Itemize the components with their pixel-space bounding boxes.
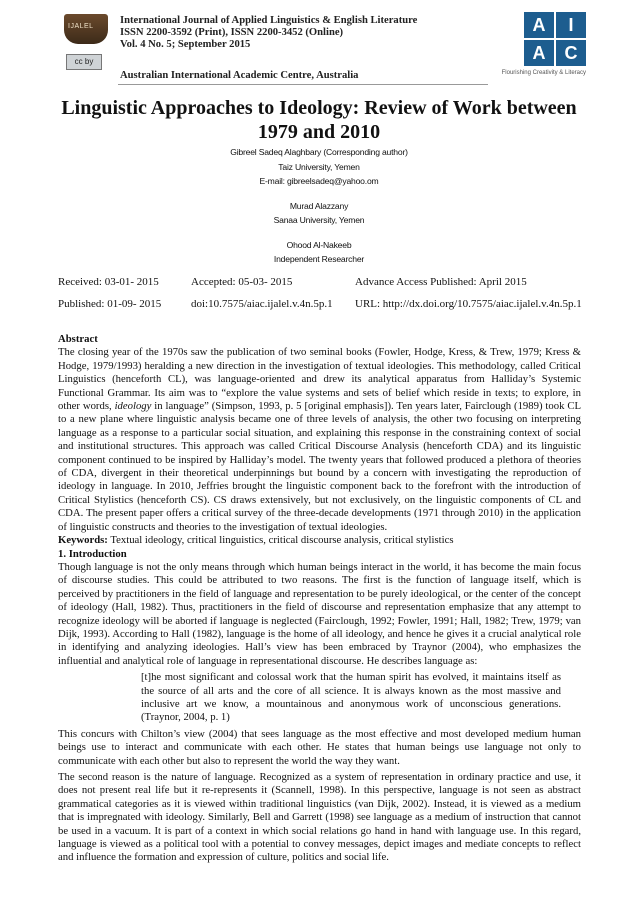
paper-title: Linguistic Approaches to Ideology: Review of Work between 1979 and 2010 [61, 97, 577, 143]
intro-paragraph: The second reason is the nature of language. Recognized as a system of representation in ordinary practice and use, it does not present real life but it re-represents it (Scannell, 1998). In this perspective, language is not seen as abstract grammatical categories as it is viewed within traditional linguistics (van Dijk, 2002). Instead, it is viewed as a medium that is impregnated with ideology. Similarly, Bell and Garrett (1998) see language as a medium of instruction that cannot be used in a vacuum. It is part of a context in which social relations go hand in hand with language use. In this regard, language is viewed as a political tool with a potential to convey messages, depict images and mediate concepts to reflect and influence the formation and expression of culture, politics and social life. [58, 771, 581, 864]
creative-commons-icon[interactable]: cc by [66, 54, 102, 70]
author-email[interactable]: E-mail: gibreelsadeq@yahoo.om [259, 176, 379, 186]
author-affiliation: Independent Researcher [273, 254, 365, 264]
author-name: Ohood Al-Nakeeb [286, 239, 352, 250]
journal-logo-text: IJALEL [68, 23, 94, 30]
keywords-text: Textual ideology, critical linguistics, critical discourse analysis, critical stylistics [107, 534, 454, 547]
accepted-date: Accepted: 05-03- 2015 [191, 276, 293, 288]
advance-access-date: Advance Access Published: April 2015 [355, 276, 527, 288]
received-date: Received: 03-01- 2015 [58, 276, 159, 288]
abstract-text-part: The closing year of the 1970s saw the publication of two seminal books (Fowler, Hodge, Kress, & Trew, 1979; Kress & Hodge, 1979/1993) heralding a new direction in the investigation of textual ideologies. This methodology, called Critical Linguistics (henceforth CL), was language-oriented and drew its analytical apparatus from Halliday’s Systemic Functional Grammar. Its aim was to “explore the value systems and sets of belief which reside in texts; to explore, in other words, [58, 346, 581, 413]
block-quote: [t]he most significant and colossal work that the human spirit has evolved, it maintains itself as the source of all arts and the core of all science. It is always known as the most massive and inclusive art we know, a mountainous and anonymous work of unconscious generations. (Traynor, 2004, p. 1) [141, 671, 561, 724]
paper-body [58, 333, 581, 868]
abstract-heading: Abstract [58, 333, 98, 345]
aiac-letter: A [524, 12, 554, 38]
journal-issn: ISSN 2200-3592 (Print), ISSN 2200-3452 (Online) [120, 27, 344, 38]
journal-header [58, 12, 586, 80]
dates-row [58, 276, 588, 298]
header-divider [118, 84, 488, 85]
abstract-text-part: in language” (Simpson, 1993, p. 5 [original emphasis]). Ten years later, Fairclough (1989) took CL to a new plane where linguistic analysis became one of three levels of analysis, the other two focusing on interpreting language as a response to a particular social situation, and explaining this response in the constraining context of social and institutional structures. This approach was called Critical Discourse Analysis (henceforth CDA) and its linguistic component continued to be inspired by Halliday’s model. The twenty years that followed produced a plethora of theories of CDA, divergent in their theoretical underpinnings but bound by a concern with investigating the reproduction of ideology in language. In 2010, Jeffries brought the linguistic component back to the forefront with the introduction of Critical Stylistics (henceforth CS). CS draws extensively, but not exclusively, on the linguistic components of CL and CDA. The present paper offers a critical survey of the three-decade developments (1971 through 2010) in the application of linguistic constructs and theories to the investigation of textual ideologies. [58, 400, 581, 533]
abstract-text [58, 346, 581, 534]
aiac-letter: A [524, 40, 554, 66]
keywords-label: Keywords: [58, 534, 108, 547]
dates-row [58, 298, 588, 320]
aiac-letter: C [556, 40, 586, 66]
author-affiliation: Sanaa University, Yemen [273, 215, 365, 225]
author-affiliation: Taiz University, Yemen [278, 161, 360, 172]
intro-paragraph: Though language is not the only means through which human beings interact in the world, it has become the main focus of discourse studies. This could be attributed to two reasons. The first is the function of language itself, which is perceived by practitioners in the field of language and representation to be purely ideological, or the center of the concept of ideology (Hall, 1982). Thus, practitioners in the field of discourse and representation emphasize that any attempt to recognize ideology will be aborted if language is neglected (Fairclough, 1992; Fowler, 1991; Hall, 1982; Trew, 1979; van Dijk, 1993). According to Hall (1982), language is the home of all ideology, and hence he gives it a crucial analytical role in identifying and analyzing ideologies. Hall’s view has been embraced by Traynor (2004), who emphasizes the influential and analytical role of language in representational discourse. He describes language as: [58, 560, 581, 667]
author-name: Gibreel Sadeq Alaghbary (Corresponding author) [230, 147, 408, 157]
section-heading-introduction: 1. Introduction [58, 547, 127, 560]
url-link[interactable]: URL: http://dx.doi.org/10.7575/aiac.ijalel.v.4n.5p.1 [355, 298, 582, 310]
abstract-italic-term: ideology [114, 400, 152, 413]
intro-paragraph: This concurs with Chilton’s view (2004) that sees language as the most effective and most developed medium human beings use to interact and communicate with each other. He states that human beings use language not only to communicate with each other but also to represent the world the way they want. [58, 727, 581, 767]
publisher-name: Australian International Academic Centre, Australia [120, 70, 359, 81]
keywords [58, 534, 581, 547]
aiac-logo [524, 12, 586, 66]
doi-text[interactable]: doi:10.7575/aiac.ijalel.v.4n.5p.1 [191, 298, 333, 310]
aiac-tagline: Flourishing Creativity & Literacy [501, 70, 586, 76]
journal-info [120, 15, 417, 51]
author-block [58, 145, 580, 267]
publication-dates [58, 276, 588, 320]
journal-name: International Journal of Applied Linguistics & English Literature [120, 15, 418, 26]
journal-volume: Vol. 4 No. 5; September 2015 [120, 39, 251, 50]
published-date: Published: 01-09- 2015 [58, 298, 162, 310]
journal-logo [58, 14, 112, 54]
journal-shield-icon [64, 14, 108, 44]
aiac-letter: I [556, 12, 586, 38]
author-name: Murad Alazzany [289, 200, 349, 211]
